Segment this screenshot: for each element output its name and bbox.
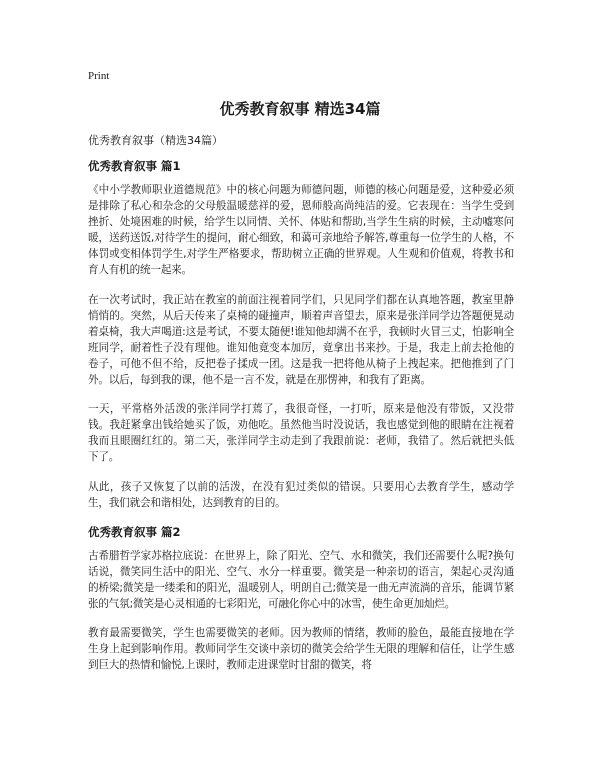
paragraph: 在一次考试时，我正站在教室的前面注视着同学们，只见同学们都在认真地答题，教室里静悄悄的。突然，从后天传来了桌椅的碰撞声，顺着声音望去，原来是张洋同学边答题便晃动着桌椅，我大声喝道:这是考试，不要太随便!谁知他却满不在乎，我顿时火冒三丈，怕影响全班同学，耐着性子没有理他。谁知他竟变本加厉，竟拿出书来抄。于是，我走上前去抢他的卷子，可他不但不给，反把卷子揉成一团。这是我一把将他从椅子上拽起来。把他推到了门外。以后，每到我的课，他不是一言不发，就是在那愣神，和我有了距离。 (88, 293, 514, 387)
section-1 (88, 158, 514, 511)
section-heading: 优秀教育叙事 篇1 (88, 159, 181, 173)
paragraph: 一天，平常格外活泼的张洋同学打蔫了，我很奇怪，一打听，原来是他没有带饭，又没带钱。我赶紧拿出钱给她买了饭，劝他吃。虽然他当时没说话，我也感觉到他的眼睛在注视着我而且眼圈红红的。第二天，张洋同学主动走到了我跟前说：老师，我错了。然后就把头低下了。 (88, 403, 514, 464)
paragraph: 古希腊哲学家苏格拉底说：在世界上，除了阳光、空气、水和微笑，我们还需要什么呢?换句话说，微笑同生活中的阳光、空气、水分一样重要。微笑是一种亲切的语言，架起心灵沟通的桥梁;微笑是一缕柔和的阳光，温暖别人，明朗自己;微笑是一曲无声流淌的音乐，能调节紧张的气氛;微笑是心灵相通的七彩阳光，可融化你心中的冰雪，使生命更加灿烂。 (88, 549, 514, 610)
paragraph: 《中小学教师职业道德规范》中的核心问题为师德问题，师德的核心问题是爱，这种爱必须是排除了私心和杂念的父母般温暖慈祥的爱，恩师般高尚纯洁的爱。它表现在：当学生受到挫折、处境困难的时候，给学生以同情、关怀、体贴和帮助,当学生生病的时候，主动嘘寒问暖，送药送饭,对待学生的提问，耐心细致，和蔼可亲地给予解答,尊重每一位学生的人格，不体罚或变相体罚学生,对学生严格要求，帮助树立正确的世界观。人生观和价值观，将教书和育人有机的统一起来。 (88, 184, 514, 277)
print-link[interactable]: Print (88, 70, 110, 82)
document-body (88, 132, 514, 686)
document-subtitle: 优秀教育叙事（精选34篇） (88, 134, 223, 147)
paragraph: 从此，孩子又恢复了以前的活泼，在没有犯过类似的错误。只要用心去教育学生，感动学生，我们就会和谐相处，达到教育的目的。 (88, 480, 514, 509)
section-heading: 优秀教育叙事 篇2 (88, 524, 181, 539)
paragraph: 教育最需要微笑，学生也需要微笑的老师。因为教师的情绪，教师的脸色，最能直接地在学生身上起到影响作用。教师同学生交谈中亲切的微笑会给学生无限的理解和信任，让学生感到巨大的热情和愉悦,上课时，教师走进课堂时甘甜的微笑，将 (88, 627, 514, 672)
document-title: 优秀教育叙事 精选34篇 (219, 100, 381, 118)
section-2 (88, 524, 514, 674)
